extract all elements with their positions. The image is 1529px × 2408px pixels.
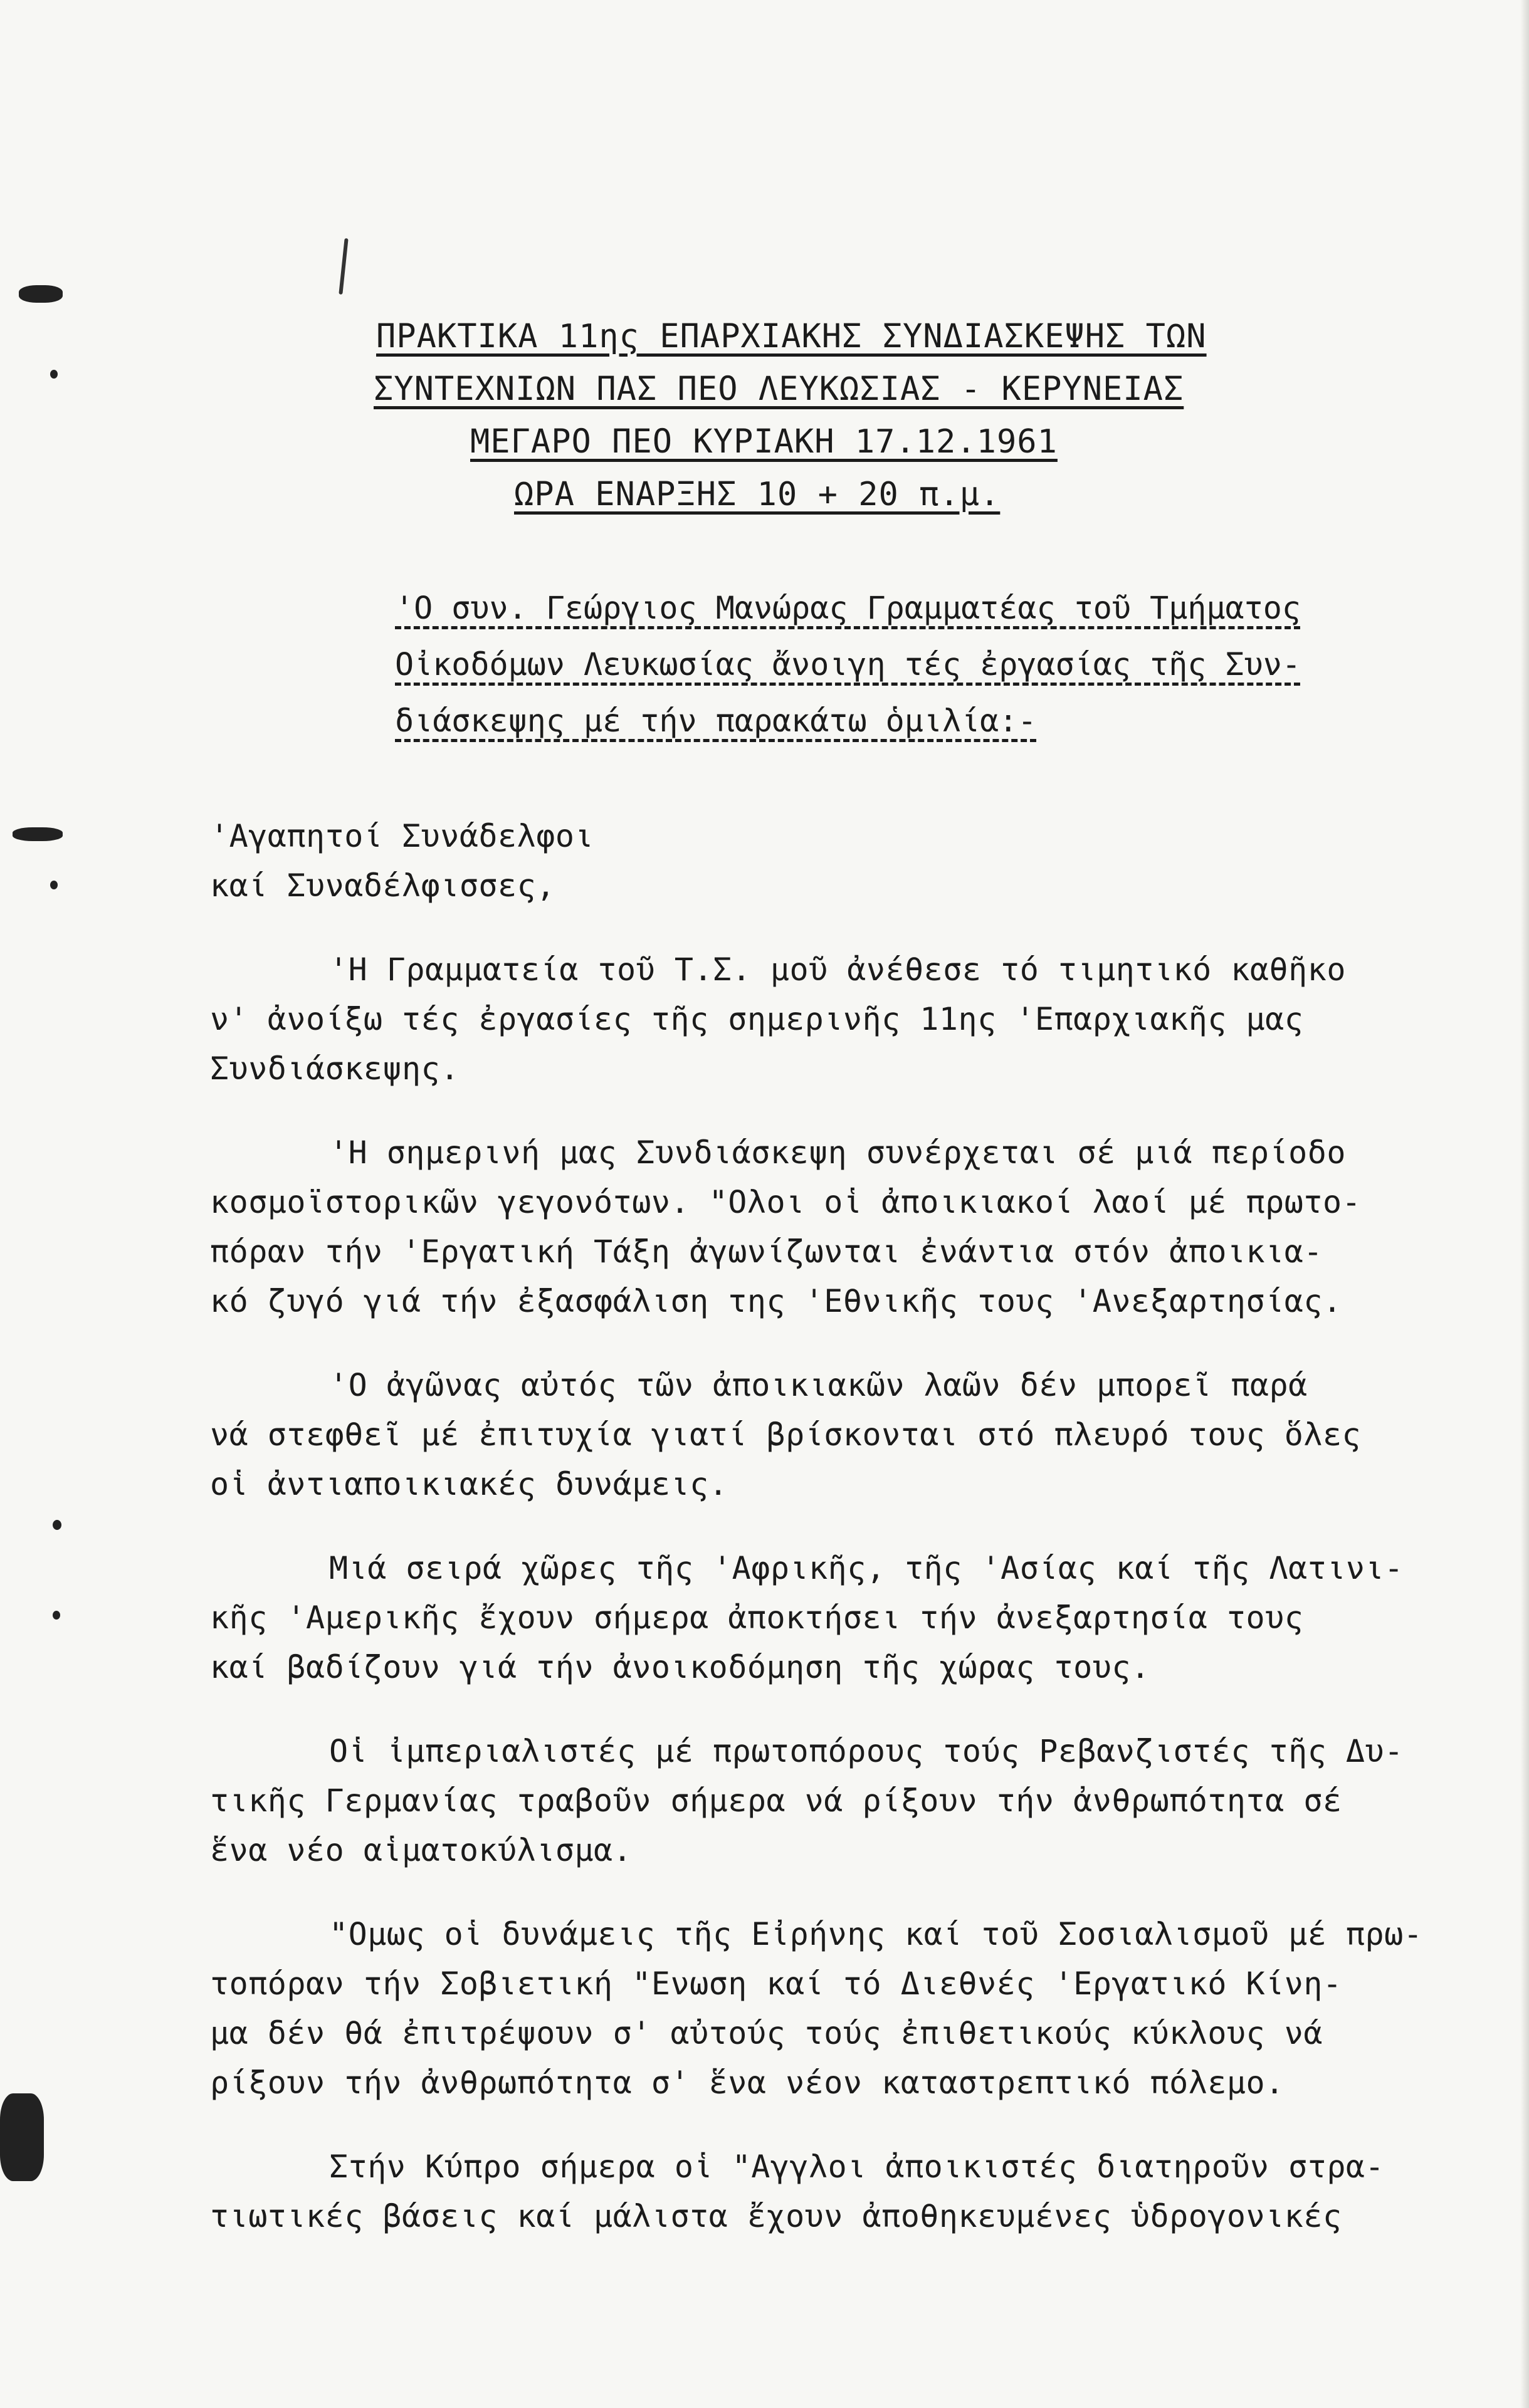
paragraph-line: κό ζυγό γιά τήν ἐξασφάλιση της 'Εθνικῆς τους 'Ανεξαρτησίας.	[210, 1283, 1342, 1319]
heading-line-3: ΜΕΓΑΡΟ ΠΕΟ ΚΥΡΙΑΚΗ 17.12.1961	[470, 423, 1058, 461]
intro-line-2: Οἰκοδόμων Λευκωσίας ἄνοιγη τές ἐργασίας τῆς Συν-	[395, 646, 1301, 683]
scan-speck	[19, 285, 63, 303]
scan-speck	[13, 827, 63, 841]
page-edge-shadow	[1520, 0, 1529, 2408]
paragraph-line: μα δέν θά ἐπιτρέψουν σ' αὐτούς τούς ἐπιθετικούς κύκλους νά	[210, 2015, 1323, 2051]
paragraph-line: 'Ο ἀγῶνας αὐτός τῶν ἀποικιακῶν λαῶν δέν μπορεῖ παρά	[329, 1367, 1308, 1403]
paragraph-line: τιωτικές βάσεις καί μάλιστα ἔχουν ἀποθηκευμένες ὑδρογονικές	[210, 2198, 1342, 2234]
paragraph-line: Μιά σειρά χῶρες τῆς 'Αφρικῆς, τῆς 'Ασίας καί τῆς Λατινι-	[329, 1550, 1404, 1586]
intro-line-3: διάσκεψης μέ τήν παρακάτω ὁμιλία:-	[395, 703, 1037, 739]
paragraph-line: κῆς 'Αμερικῆς ἔχουν σήμερα ἀποκτήσει τήν ἀνεξαρτησία τους	[210, 1599, 1304, 1636]
paragraph-line: τοπόραν τήν Σοβιετική "Ενωση καί τό Διεθνές 'Εργατικό Κίνη-	[210, 1966, 1342, 2002]
intro-paragraph	[395, 580, 1373, 749]
paragraph-line: 'Η σημερινή μας Συνδιάσκεψη συνέρχεται σέ μιά περίοδο	[329, 1134, 1346, 1171]
scan-speck	[50, 370, 58, 379]
paragraph-line: ν' ἀνοίξω τές ἐργασίες τῆς σημερινῆς 11ης 'Επαρχιακῆς μας	[210, 1001, 1304, 1037]
paragraph-line: Συνδιάσκεψης.	[210, 1050, 460, 1087]
paragraph-line: τικῆς Γερμανίας τραβοῦν σήμερα νά ρίξουν τήν ἀνθρωπότητα σέ	[210, 1782, 1342, 1819]
pen-mark	[339, 238, 348, 295]
scan-speck	[53, 1611, 60, 1620]
paragraph-line: καί βαδίζουν γιά τήν ἀνοικοδόμηση τῆς χώρας τους.	[210, 1649, 1150, 1685]
paragraph-line: κοσμοϊστορικῶν γεγονότων. "Ολοι οἱ ἀποικιακοί λαοί μέ πρωτο-	[210, 1184, 1362, 1220]
heading-line-1: ΠΡΑΚΤΙΚΑ 11ης ΕΠΑΡΧΙΑΚΗΣ ΣΥΝΔΙΑΣΚΕΨΗΣ ΤΩΝ	[376, 318, 1207, 355]
heading-line-2: ΣΥΝΤΕΧΝΙΩΝ ΠΑΣ ΠΕΟ ΛΕΥΚΩΣΙΑΣ - ΚΕΡΥΝΕΙΑΣ	[374, 370, 1184, 408]
paragraph-line: ρίξουν τήν ἀνθρωπότητα σ' ἕνα νέον καταστρεπτικό πόλεμο.	[210, 2065, 1285, 2101]
heading-line-4: ΩΡΑ ΕΝΑΡΞΗΣ 10 + 20 π.μ.	[514, 476, 1001, 513]
paragraph-line: Στήν Κύπρο σήμερα οἱ "Αγγλοι ἀποικιστές διατηροῦν στρα-	[329, 2149, 1385, 2185]
paragraph-line: Οἱ ἰμπεριαλιστές μέ πρωτοπόρους τούς Ρεβανζιστές τῆς Δυ-	[329, 1733, 1404, 1769]
paragraph-line: ἕνα νέο αἱματοκύλισμα.	[210, 1832, 633, 1868]
scan-speck	[50, 881, 58, 889]
speech-body	[210, 812, 1423, 2241]
scan-speck	[0, 2093, 44, 2181]
salutation-line-2: καί Συναδέλφισσες,	[210, 867, 555, 904]
scan-speck	[53, 1520, 61, 1530]
paragraph-line: νά στεφθεῖ μέ ἐπιτυχία γιατί βρίσκονται στό πλευρό τους ὅλες	[210, 1416, 1362, 1453]
document-heading	[351, 310, 1229, 521]
paragraph-line: οἱ ἀντιαποικιακές δυνάμεις.	[210, 1466, 728, 1502]
intro-line-1: 'Ο συν. Γεώργιος Μανώρας Γραμματέας τοῦ Τμήματος	[395, 590, 1301, 626]
paragraph-line: 'Η Γραμματεία τοῦ Τ.Σ. μοῦ ἀνέθεσε τό τιμητικό καθῆκο	[329, 951, 1346, 988]
paragraph-line: "Ομως οἱ δυνάμεις τῆς Εἰρήνης καί τοῦ Σοσιαλισμοῦ μέ πρω-	[329, 1916, 1423, 1952]
salutation-line-1: 'Αγαπητοί Συνάδελφοι	[210, 818, 594, 854]
paragraph-line: πόραν τήν 'Εργατική Τάξη ἀγωνίζωνται ἐνάντια στόν ἀποικια-	[210, 1233, 1323, 1270]
